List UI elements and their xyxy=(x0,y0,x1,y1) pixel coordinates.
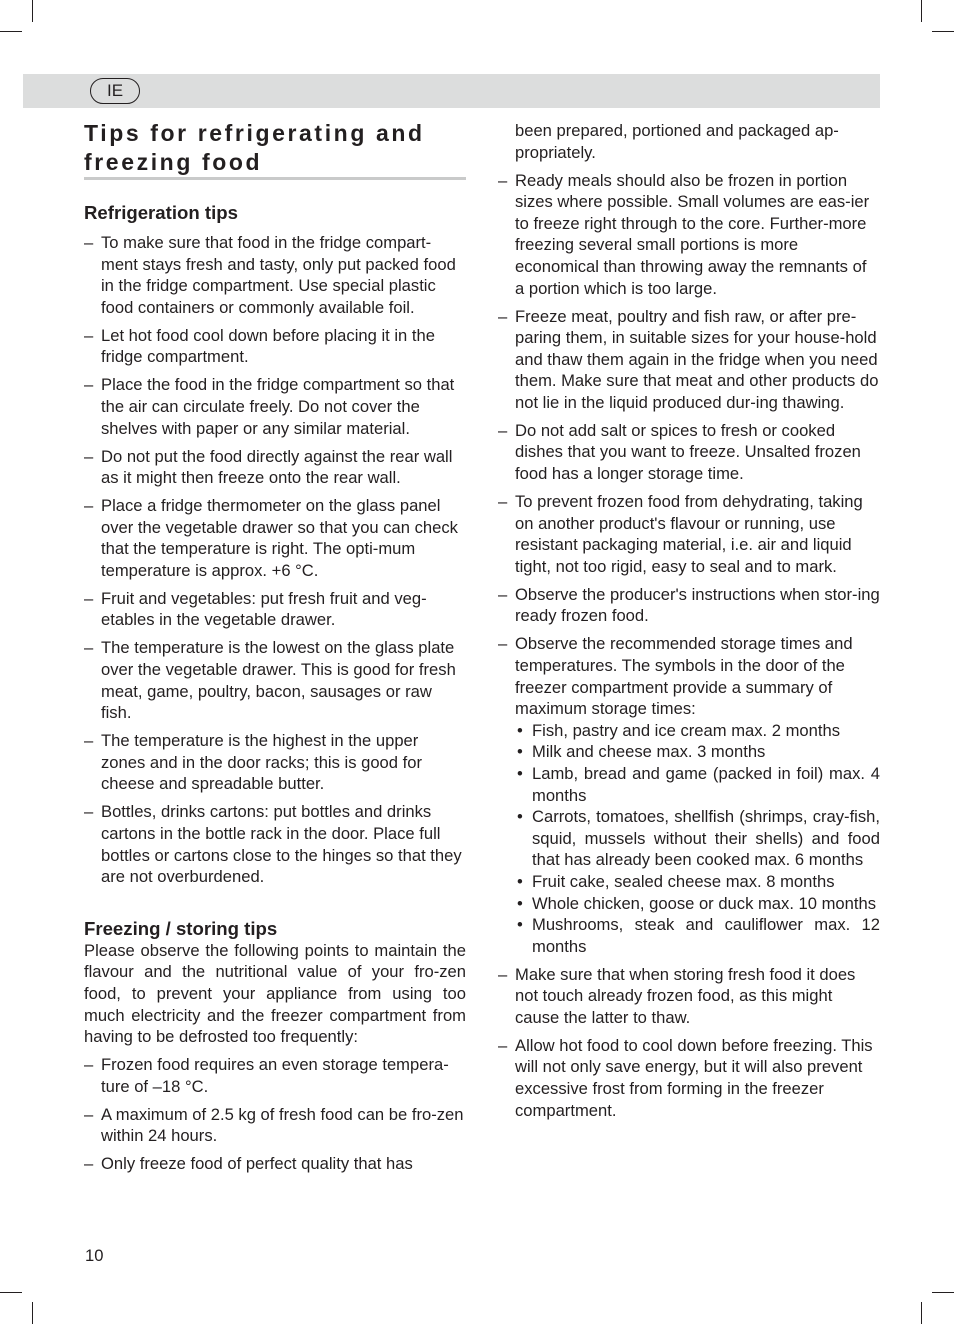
list-item: – Do not put the food directly against the rear wall as it might then freeze onto the rear wall. xyxy=(84,446,466,489)
list-item: – To make sure that food in the fridge compart-ment stays fresh and tasty, only put packed food in the fridge compartment. Use special plastic food containers or commonly available foil. xyxy=(84,232,466,318)
list-item: – To prevent frozen food from dehydrating, taking on another product's flavour or running, use resistant packaging material, i.e. air and liquid tight, not too rigid, easy to seal and to mark. xyxy=(498,491,880,577)
crop-mark xyxy=(0,31,22,32)
list-item-storage-times xyxy=(498,633,880,957)
list-item: – Let hot food cool down before placing it in the fridge compartment. xyxy=(84,325,466,368)
list-item: – Observe the producer's instructions when stor-ing ready frozen food. xyxy=(498,584,880,627)
list-item: – Frozen food requires an even storage tempera-ture of –18 °C. xyxy=(84,1054,466,1097)
storage-time-item: • Lamb, bread and game (packed in foil) max. 4 months xyxy=(515,763,880,806)
list-item: – The temperature is the highest in the upper zones and in the door racks; this is good for cheese and spreadable butter. xyxy=(84,730,466,795)
crop-mark xyxy=(0,1292,22,1293)
crop-mark xyxy=(32,0,33,22)
storage-time-item: • Fruit cake, sealed cheese max. 8 months xyxy=(515,871,880,893)
freezing-heading: Freezing / storing tips xyxy=(84,917,278,939)
title-underline xyxy=(84,177,466,180)
list-item: – Only freeze food of perfect quality that has xyxy=(84,1153,466,1175)
storage-time-item: • Milk and cheese max. 3 months xyxy=(515,741,880,763)
page-title: Tips for refrigerating and freezing food xyxy=(84,120,425,175)
freezing-list-right xyxy=(498,170,880,1122)
storage-time-item: • Carrots, tomatoes, shellfish (shrimps, cray-fish, squid, mussels without their shells) and food that has already been cooked max. 6 months xyxy=(515,806,880,871)
crop-mark xyxy=(932,1292,954,1293)
list-item: – Allow hot food to cool down before freezing. This will not only save energy, but it will also prevent excessive frost from forming in the freezer compartment. xyxy=(498,1035,880,1121)
list-item: – Fruit and vegetables: put fresh fruit and veg-etables in the vegetable drawer. xyxy=(84,588,466,631)
storage-time-item: • Mushrooms, steak and cauliflower max. 12 months xyxy=(515,914,880,957)
list-item: – Bottles, drinks cartons: put bottles and drinks cartons in the bottle rack in the door. Place full bottles or cartons close to the hinges so that they are not overburdened. xyxy=(84,801,466,887)
list-item: – Freeze meat, poultry and fish raw, or after pre-paring them, in suitable sizes for your house-hold and thaw them again in the fridge when you need them. Make sure that meat and other products do not lie in the liquid produced dur-ing thawing. xyxy=(498,306,880,414)
list-item: – Place the food in the fridge compartment so that the air can circulate freely. Do not cover the shelves with paper or any similar material. xyxy=(84,374,466,439)
crop-mark xyxy=(921,0,922,22)
right-column xyxy=(498,120,880,1128)
refrigeration-list xyxy=(84,232,466,888)
storage-time-item: • Fish, pastry and ice cream max. 2 months xyxy=(515,720,880,742)
list-item: – Place a fridge thermometer on the glass panel over the vegetable drawer so that you can check that the temperature is right. The opti-mum temperature is approx. +6 °C. xyxy=(84,495,466,581)
list-item: – The temperature is the lowest on the glass plate over the vegetable drawer. This is good for fresh meat, game, poultry, bacon, sausages or raw fish. xyxy=(84,637,466,723)
page-number: 10 xyxy=(85,1246,104,1265)
list-item: – A maximum of 2.5 kg of fresh food can be fro-zen within 24 hours. xyxy=(84,1104,466,1147)
crop-mark xyxy=(921,1302,922,1324)
list-item-continuation: been prepared, portioned and packaged ap-propriately. xyxy=(515,121,839,162)
refrigeration-heading: Refrigeration tips xyxy=(84,202,238,223)
list-item: – Do not add salt or spices to fresh or cooked dishes that you want to freeze. Unsalted frozen food has a longer storage time. xyxy=(498,420,880,485)
storage-times-text: – Observe the recommended storage times and temperatures. The symbols in the door of the freezer compartment provide a summary of maximum storage times: xyxy=(515,634,853,719)
left-column xyxy=(84,200,466,1181)
list-item: – Make sure that when storing fresh food it does not touch already frozen food, as this might cause the latter to thaw. xyxy=(498,964,880,1029)
freezing-intro: Please observe the following points to maintain the flavour and the nutritional value of your fro-zen food, to prevent your appliance from using too much electricity and the freezer compartment from having to be defrosted too frequently: xyxy=(84,940,466,1047)
freezing-list-left xyxy=(84,1054,466,1175)
storage-time-item: • Whole chicken, goose or duck max. 10 months xyxy=(515,893,880,915)
header-band xyxy=(23,74,880,108)
language-badge: IE xyxy=(90,78,140,104)
list-item: – Ready meals should also be frozen in portion sizes where possible. Small volumes are eas-ier to freeze right through to the core. Further-more freezing several small portions is more economical than throwing away the remnants of a portion which is too large. xyxy=(498,170,880,300)
storage-times-list xyxy=(515,720,880,958)
crop-mark xyxy=(32,1302,33,1324)
crop-mark xyxy=(932,31,954,32)
